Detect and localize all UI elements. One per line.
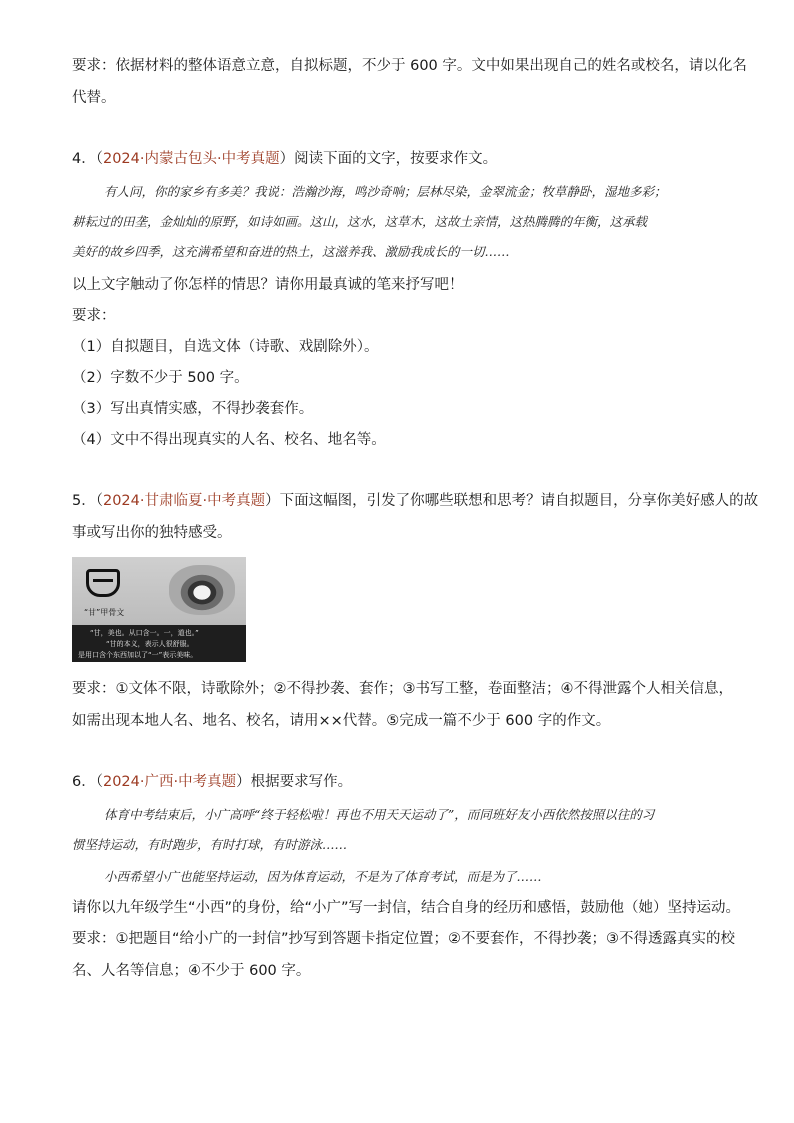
question-6-number: 6．（ (72, 774, 103, 790)
question-4-source: 2024·内蒙古包头·中考真题 (102, 151, 280, 167)
question-4-requirement-4: （4）文中不得出现真实的人名、校名、地名等。 (72, 432, 386, 448)
question-4-material-line2: 耕耘过的田垄，金灿灿的原野，如诗如画。这山，这水，这草木，这故土亲情，这热腾腾的年衡，这承载 (72, 214, 648, 229)
figure-caption-band (72, 625, 246, 662)
question-4-requirement-2: （2）字数不少于 500 字。 (72, 370, 249, 386)
figure-band-line1: “甘，美也。从口含一。一，道也。” (90, 629, 199, 637)
question-4-material-line3: 美好的故乡四季，这充满希望和奋进的热土，这滋养我、激励我成长的一切…… (72, 244, 510, 259)
question-5-source: 2024·甘肃临夏·中考真题 (102, 493, 266, 509)
question-4-heading (72, 149, 497, 169)
question-6-instruction: ）根据要求写作。 (236, 774, 353, 790)
question-5-heading (72, 491, 758, 511)
question-5-number: 5．（ (72, 493, 103, 509)
question-4-prompt: 以上文字触动了你怎样的情思？请你用最真诚的笔来抒写吧！ (72, 277, 464, 293)
gan-oracle-glyph-icon (86, 569, 120, 597)
question-5-requirement-line2: 如需出现本地人名、地名、校名，请用××代替。⑤完成一篇不少于 600 字的作文。 (72, 713, 611, 729)
question-6-material-line2: 惯坚持运动，有时跑步，有时打球，有时游泳…… (72, 837, 348, 852)
intro-requirement-line1: 要求：依据材料的整体语意立意，自拟标题，不少于 600 字。文中如果出现自己的姓名或校名，请以化名 (72, 58, 747, 74)
question-4-instruction: ）阅读下面的文字，按要求作文。 (279, 151, 498, 167)
jiaguwen-gan-figure (72, 557, 246, 662)
question-4-material-line1: 有人问，你的家乡有多美？我说：浩瀚沙海，鸣沙奇响；层林尽染，金翠流金；牧草静卧，湿地多彩； (104, 184, 667, 199)
question-5-requirement-line1: 要求：①文体不限，诗歌除外；②不得抄袭、套作；③书写工整，卷面整洁；④不得泄露个人相关信息， (72, 681, 733, 697)
figure-band-line2: “甘的本义，表示人很舒服。 (106, 640, 194, 648)
question-5-instruction: ）下面这幅图，引发了你哪些联想和思考？请自拟题目，分享你美好感人的故 (265, 493, 759, 509)
mouth-photo (169, 565, 235, 615)
question-4-requirement-1: （1）自拟题目，自选文体（诗歌、戏剧除外）。 (72, 339, 379, 355)
question-4-requirement-label: 要求： (72, 308, 116, 324)
question-4-requirement-3: （3）写出真情实感，不得抄袭套作。 (72, 401, 314, 417)
figure-caption: “甘”甲骨文 (84, 608, 125, 617)
figure-band-line3: 是用口含个东西加以了“一”表示美味。 (78, 651, 198, 659)
question-4-number: 4．（ (72, 151, 103, 167)
question-6-source: 2024·广西·中考真题 (102, 774, 237, 790)
question-6-requirement-line2: 名、人名等信息；④不少于 600 字。 (72, 963, 311, 979)
question-6-prompt: 请你以九年级学生“小西”的身份，给“小广”写一封信，结合自身的经历和感悟，鼓励他（她）坚持运动。 (72, 900, 741, 916)
question-5-instruction-line2: 事或写出你的独特感受。 (72, 525, 232, 541)
question-6-requirement-line1: 要求：①把题目“给小广的一封信”抄写到答题卡指定位置；②不要套作，不得抄袭；③不得透露真实的校 (72, 931, 736, 947)
question-6-heading (72, 772, 352, 792)
intro-requirement-line2: 代替。 (72, 90, 116, 106)
question-6-material-line1: 体育中考结束后，小广高呼“终于轻松啦！再也不用天天运动了”，而同班好友小西依然按照以往的习 (104, 807, 655, 822)
question-6-material-line3: 小西希望小广也能坚持运动，因为体育运动，不是为了体育考试，而是为了…… (104, 869, 542, 884)
